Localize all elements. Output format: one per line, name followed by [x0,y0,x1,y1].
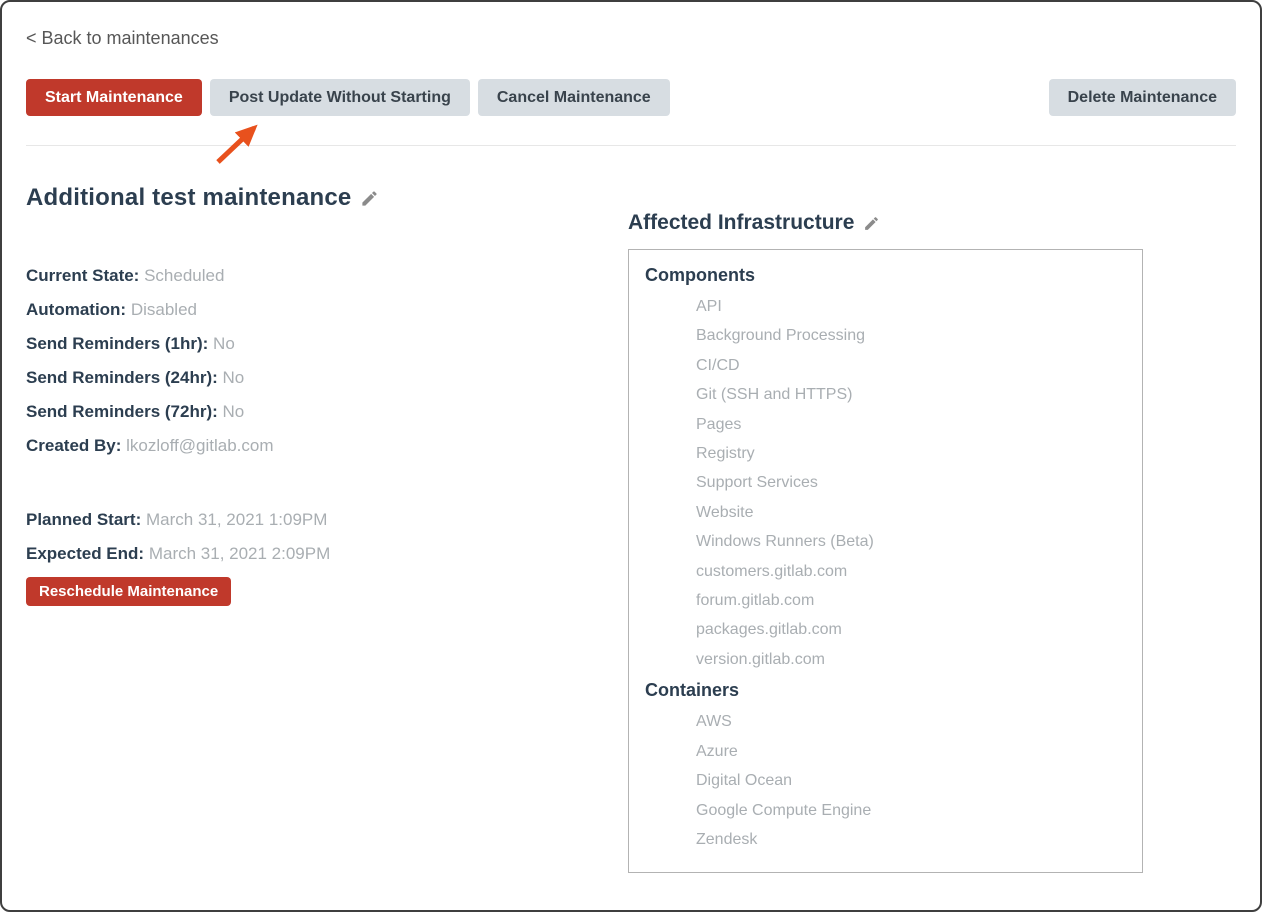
section-divider [26,145,1236,146]
list-item: Registry [696,445,755,463]
list-item: Digital Ocean [696,772,793,790]
list-item: Website [696,503,754,521]
list-item: Support Services [696,474,818,492]
maintenance-title-text: Additional test maintenance [26,184,352,211]
main-content [26,184,1236,873]
back-link[interactable]: < Back to maintenances [26,28,219,48]
field-row-planned-start [26,509,628,531]
field-label: Automation: [26,300,127,319]
field-row-current-state [26,265,628,287]
list-item: Google Compute Engine [696,801,872,819]
field-row-reminders-72hr [26,401,628,423]
components-list [645,292,1126,674]
list-item: Windows Runners (Beta) [696,533,874,551]
maintenance-details-column [26,184,628,873]
edit-title-pencil-icon[interactable] [360,189,379,208]
field-row-reminders-1hr [26,333,628,355]
field-row-automation [26,299,628,321]
list-item: forum.gitlab.com [696,592,815,610]
list-item: API [696,298,722,315]
field-label: Send Reminders (24hr): [26,368,218,387]
cancel-maintenance-button[interactable]: Cancel Maintenance [478,79,670,116]
list-item: Git (SSH and HTTPS) [696,386,853,404]
reschedule-maintenance-button[interactable]: Reschedule Maintenance [26,577,231,606]
page-title [26,184,628,212]
field-label: Send Reminders (1hr): [26,334,209,353]
field-value: Scheduled [144,266,225,285]
field-value: No [222,402,245,421]
containers-list [645,707,1126,854]
reschedule-wrap [26,577,628,606]
post-update-without-starting-button[interactable]: Post Update Without Starting [210,79,470,116]
list-item: Pages [696,415,742,433]
list-item: version.gitlab.com [696,650,825,668]
field-label: Expected End: [26,544,145,563]
field-value: March 31, 2021 1:09PM [145,510,328,529]
list-item: Zendesk [696,830,758,848]
field-label: Planned Start: [26,510,142,529]
edit-infrastructure-pencil-icon[interactable] [863,215,880,232]
infrastructure-title-text: Affected Infrastructure [628,211,855,234]
field-value: No [213,334,235,353]
delete-maintenance-button[interactable]: Delete Maintenance [1049,79,1236,116]
field-row-expected-end [26,543,628,565]
field-value: No [222,368,245,387]
field-row-created-by [26,435,628,457]
field-value: March 31, 2021 2:09PM [148,544,331,563]
maintenance-schedule [26,509,628,565]
maintenance-fields [26,265,628,457]
group-title-components: Components [645,265,755,285]
field-row-reminders-24hr [26,367,628,389]
infrastructure-box [628,249,1143,873]
toolbar [26,79,1236,116]
field-value: Disabled [130,300,197,319]
field-label: Current State: [26,266,140,285]
list-item: customers.gitlab.com [696,562,848,580]
annotation-arrow-icon [206,113,272,171]
field-value: lkozloff@gitlab.com [126,436,274,455]
infrastructure-title [628,211,1143,235]
list-item: AWS [696,713,732,731]
affected-infrastructure-column [628,184,1143,873]
field-label: Created By: [26,436,122,455]
list-item: Azure [696,742,738,760]
start-maintenance-button[interactable]: Start Maintenance [26,79,202,116]
list-item: CI/CD [696,356,740,374]
list-item: packages.gitlab.com [696,621,842,639]
field-label: Send Reminders (72hr): [26,402,218,421]
list-item: Background Processing [696,327,865,345]
group-title-containers: Containers [645,680,740,701]
toolbar-left-group [26,79,670,116]
